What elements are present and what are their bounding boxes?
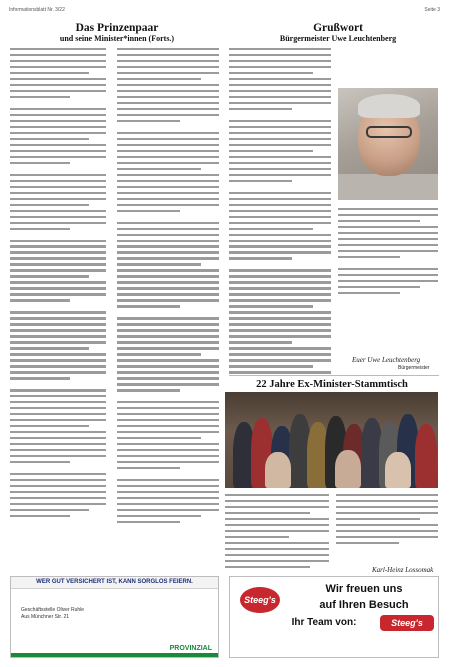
section-divider: [229, 375, 439, 376]
insurance-advertisement[interactable]: [10, 576, 219, 658]
stammtisch-title: 22 Jahre Ex-Minister-Stammtisch: [256, 379, 408, 390]
ad-line-2: auf Ihren Besuch: [319, 599, 409, 611]
stammtisch-signature: Karl-Heinz Lossomak: [372, 566, 434, 574]
right-article-subtitle: Bürgermeister Uwe Leuchtenberg: [279, 34, 397, 43]
page-number: Seite 3: [424, 7, 440, 13]
right-article-column-2: [338, 208, 438, 298]
stammtisch-group-photo: [225, 392, 438, 488]
insurance-ad-text-1: Geschäftsstelle Oliver Ruhle: [21, 607, 85, 613]
running-header: [9, 7, 440, 15]
left-article-column-1: [10, 48, 106, 518]
stammtisch-headline: [225, 379, 439, 391]
ad-line-1: Wir freuen uns: [325, 583, 403, 595]
right-article-title: Grußwort: [313, 22, 363, 34]
ad-line-3: Ihr Team von:: [291, 617, 357, 628]
mayor-role: Bürgermeister: [398, 365, 430, 371]
insurance-ad-text-2: Aus Münchner Str. 21: [21, 614, 70, 620]
mayor-portrait-photo: [338, 88, 438, 200]
left-article-column-2: [117, 48, 219, 518]
insurance-ad-headline: WER GUT VERSICHERT IST, KANN SORGLOS FEIERN.: [36, 579, 193, 585]
right-article-headline: [238, 22, 438, 43]
running-header-left: Informationsblatt Nr. 3/22: [9, 7, 65, 13]
mayor-signature: Euer Uwe Leuchtenberg: [352, 356, 421, 364]
brand-stripe: [11, 653, 218, 657]
stammtisch-column-1: [225, 494, 329, 574]
left-article-headline: [28, 22, 206, 43]
steegs-logo-small: Steeg's: [240, 587, 280, 613]
left-article-title: Das Prinzenpaar: [75, 22, 159, 34]
insurance-brand-logo: PROVINZIAL: [169, 645, 212, 652]
right-article-column-1: [229, 48, 331, 378]
steegs-logo-large: Steeg's: [380, 615, 434, 631]
left-article-subtitle: und seine Minister*innen (Forts.): [59, 34, 175, 43]
steegs-advertisement[interactable]: [229, 576, 439, 658]
stammtisch-column-2: [336, 494, 438, 564]
